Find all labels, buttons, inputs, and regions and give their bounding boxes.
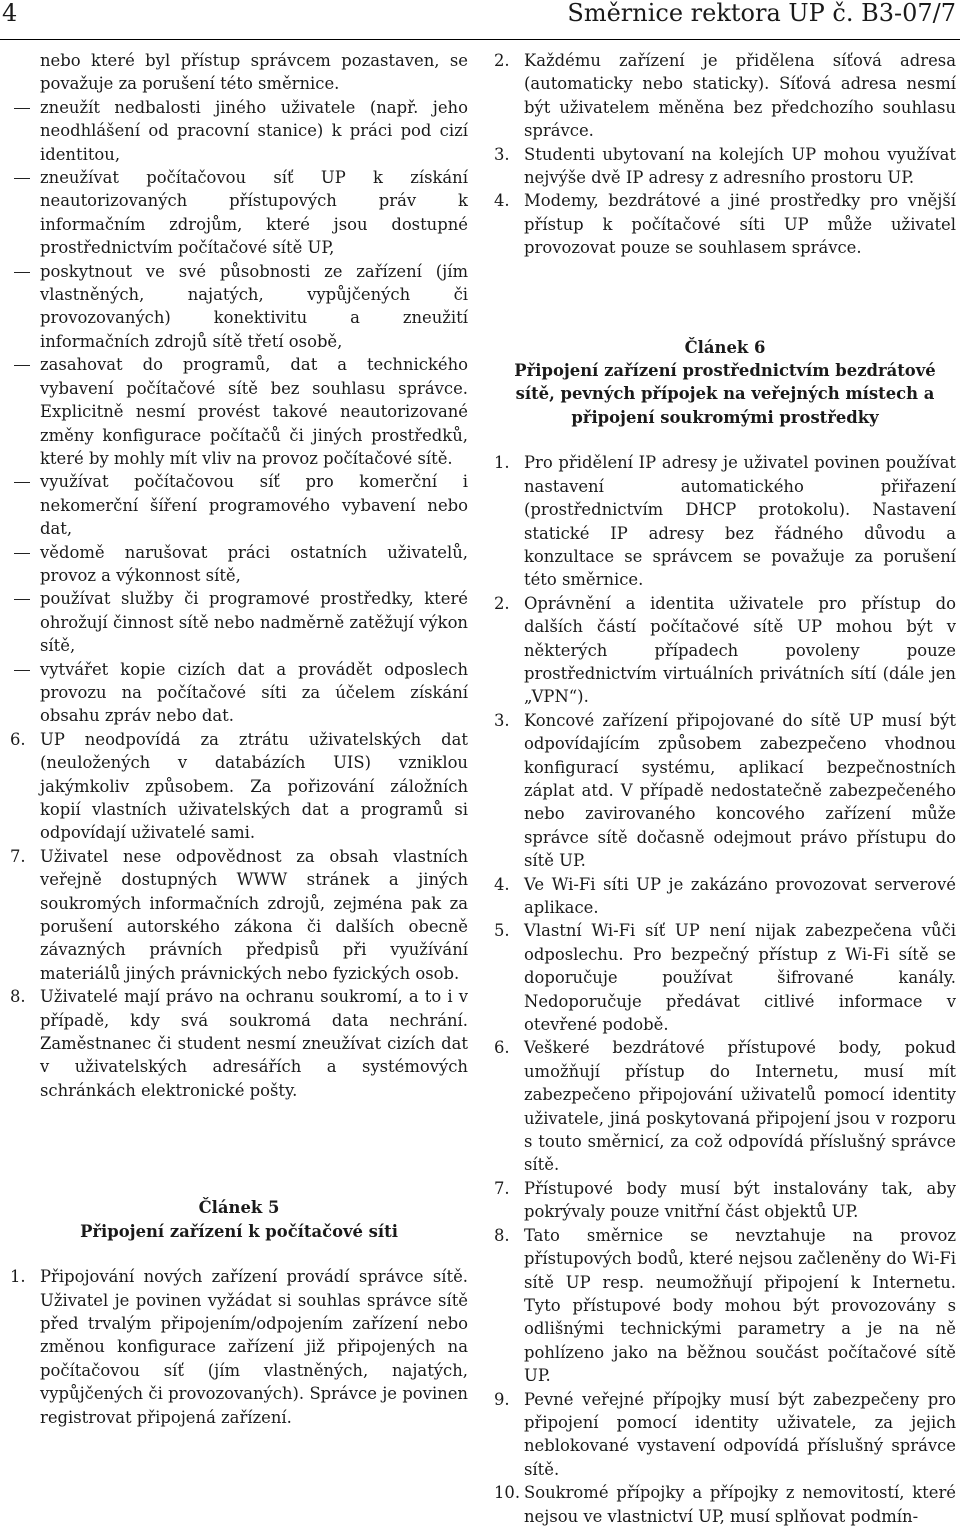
item-number: 3. [494,710,510,730]
numbered-item [494,1388,956,1482]
list-item: zasahovat do programů, dat a technického vybavení počítačové sítě bez souhlasu správce. Explicitně nesmí provést takové neautorizované změny konfigurace počítačů či jiných prostředků, které by mohly mít vliv na provoz počítačové sítě. [10,353,468,470]
item-text: Koncové zařízení připojované do sítě UP musí být odpovídajícím způsobem zabezpečeno vhodnou konfigurací systému, aplikací bezpečnostních záplat atd. V případě nedostatečně zabezpečeného nebo zavirovaného koncového zařízení může správce sítě dočasně odejmout právo přístupu do sítě UP. [524,710,956,871]
list-item: zneužívat počítačovou síť UP k získání neautorizovaných přístupových práv k informačním zdrojům, které jsou dostupné prostřednictvím počítačové sítě UP, [10,166,468,260]
continued-text: nebo které byl přístup správcem pozastaven, se považuje za porušení této směrnice. [40,51,468,94]
item-text: Veškeré bezdrátové přístupové body, pokud umožňují přístup do Internetu, musí mít zabezpečeno připojování uživatelů pomocí identity uživatele, jiná poskytovaná připojení jsou v rozporu s touto směrnicí, za což odpovídá příslušný správce sítě. [524,1038,956,1175]
item-number: 5. [494,921,510,941]
item-text: Modemy, bezdrátové a jiné prostředky pro vnější přístup k počítačové síti UP může uživatel provozovat pouze se souhlasem správce. [524,191,956,258]
numbered-item [494,919,956,1036]
page-header [0,0,960,40]
article-6-number: Článek 6 [684,337,766,357]
article-6-title: Připojení zařízení prostřednictvím bezdrátové sítě, pevných přípojek na veřejných místech a připojení soukromými prostředky [514,361,936,427]
numbered-item [494,1036,956,1176]
item-number: 2. [494,593,510,613]
numbered-item [10,845,468,985]
numbered-item [494,49,956,143]
article-5-title: Připojení zařízení k počítačové síti [80,1221,398,1241]
numbered-item [10,985,468,1102]
item-number: 8. [494,1225,510,1245]
numbered-item [494,189,956,259]
article-5-number: Článek 5 [198,1198,280,1218]
item-text: Vlastní Wi-Fi síť UP není nijak zabezpečena vůči odposlechu. Pro bezpečný přístup z Wi-Fi sítě se doporučuje používat šifrované kanály. Nedoporučuje předávat citlivé informace v otevřené podobě. [524,921,956,1035]
item-number: 1. [494,453,510,473]
numbered-item [494,1224,956,1388]
item-text: Ve Wi-Fi síti UP je zakázáno provozovat serverové aplikace. [524,874,956,917]
item-number: 7. [10,846,26,866]
numbered-item [10,1265,468,1429]
item-text: UP neodpovídá za ztrátu uživatelských dat (neuložených v databázích UIS) vzniklou jakýmkoliv způsobem. Za pořizování záložních kopií vlastních uživatelských dat a programů si odpovídají uživatelé sami. [40,729,468,843]
numbered-item [494,451,956,591]
running-title: Směrnice rektora UP č. B3-07/7 [567,0,956,27]
item-text: Uživatel nese odpovědnost za obsah vlastních veřejně dostupných WWW stránek a jiných soukromých informačních zdrojů, zejména pak za porušení autorského zákona či dalších obecně závazných právních předpisů při využívání materiálů jiných právnických nebo fyzických osob. [40,846,468,983]
numbered-item [494,1481,956,1528]
item-number: 1. [10,1267,26,1287]
item-number: 4. [494,874,510,894]
item-text: Studenti ubytovaní na kolejích UP mohou využívat nejvýše dvě IP adresy z adresního prostoru UP. [524,144,956,188]
item-number: 6. [10,729,26,749]
page-number: 4 [2,0,18,27]
numbered-item [494,592,956,709]
item-number: 7. [494,1178,510,1198]
item-text: Soukromé přípojky a přípojky z nemovitostí, které nejsou ve vlastnictví UP, musí splňovat podmín- [524,1483,956,1526]
item-number: 4. [494,191,510,211]
list-item: využívat počítačovou síť pro komerční i nekomerční šíření programového vybavení nebo dat, [10,470,468,540]
numbered-item [494,873,956,920]
item-text: Oprávnění a identita uživatele pro přístup do dalších částí počítačové sítě UP mohou být v některých případech povoleny pouze prostřednictvím virtuálních privátních sítí (dále jen „VPN“). [524,593,956,707]
item-number: 3. [494,144,510,164]
numbered-item [494,1177,956,1224]
right-column [494,49,956,1528]
list-item: vědomě narušovat práci ostatních uživatelů, provoz a výkonnost sítě, [10,541,468,588]
item-number: 8. [10,987,26,1007]
numbered-item [494,143,956,190]
item-text: Tato směrnice se nevztahuje na provoz přístupových bodů, které nejsou začleněny do Wi-Fi sítě UP resp. neumožňují připojení k Internetu. Tyto přístupové body mohou být provozovány s odlišnými technickými parametry a je na ně pohlízeno jako na běžnou součást počítačové sítě UP. [524,1225,956,1386]
item-text: Uživatelé mají právo na ochranu soukromí, a to i v případě, kdy svá soukromá data nechrání. Zaměstnanec či student nesmí zneužívat cizích dat v uživatelských adresářích a systémových schránkách elektronické pošty. [40,987,468,1100]
item-text: Připojování nových zařízení provádí správce sítě. Uživatel je povinen vyžádat si souhlas správce sítě před trvalým připojením/odpojením zařízení nebo změnou konfigurace zařízení již připojených na počítačovou síť (jím vlastněných, najatých, vypůjčených či provozovaných). Správce je povinen registrovat připojená zařízení. [40,1267,468,1427]
item-number: 10. [494,1483,521,1503]
numbered-item [494,709,956,873]
item-number: 9. [494,1389,510,1409]
numbered-item [10,728,468,845]
left-column [10,49,468,1429]
item-text: Pro přidělení IP adresy je uživatel povinen používat nastavení automatického přiřazení (prostřednictvím DHCP protokolu). Nastavení statické IP adresy bez řádného důvodu a konzultace se správcem se považuje za porušení této směrnice. [524,453,956,590]
item-text: Pevné veřejné přípojky musí být zabezpečeny pro připojení pomocí identity uživatele, za jejich neblokované vystavení odpovídá příslušný správce sítě. [524,1389,956,1479]
list-item: vytvářet kopie cizích dat a provádět odposlech provozu na počítačové síti za účelem získání obsahu zpráv nebo dat. [10,658,468,728]
list-item: používat služby či programové prostředky, které ohrožují činnost sítě nebo nadměrně zatěžují výkon sítě, [10,587,468,657]
list-item: poskytnout ve své působnosti ze zařízení (jím vlastněných, najatých, vypůjčených či provozovaných) konektivitu a zneužití informačních zdrojů sítě třetí osobě, [10,260,468,354]
item-text: Přístupové body musí být instalovány tak, aby pokrývaly pouze vnitřní část objektů UP. [524,1178,956,1222]
list-item: zneužít nedbalosti jiného uživatele (např. jeho neodhlášení od pracovní stanice) k práci pod cizí identitou, [10,96,468,166]
item-text: Každému zařízení je přidělena síťová adresa (automaticky nebo staticky). Síťová adresa nesmí být uživatelem měněna bez předchozího souhlasu správce. [524,51,956,141]
item-number: 6. [494,1038,510,1058]
item-number: 2. [494,51,510,70]
